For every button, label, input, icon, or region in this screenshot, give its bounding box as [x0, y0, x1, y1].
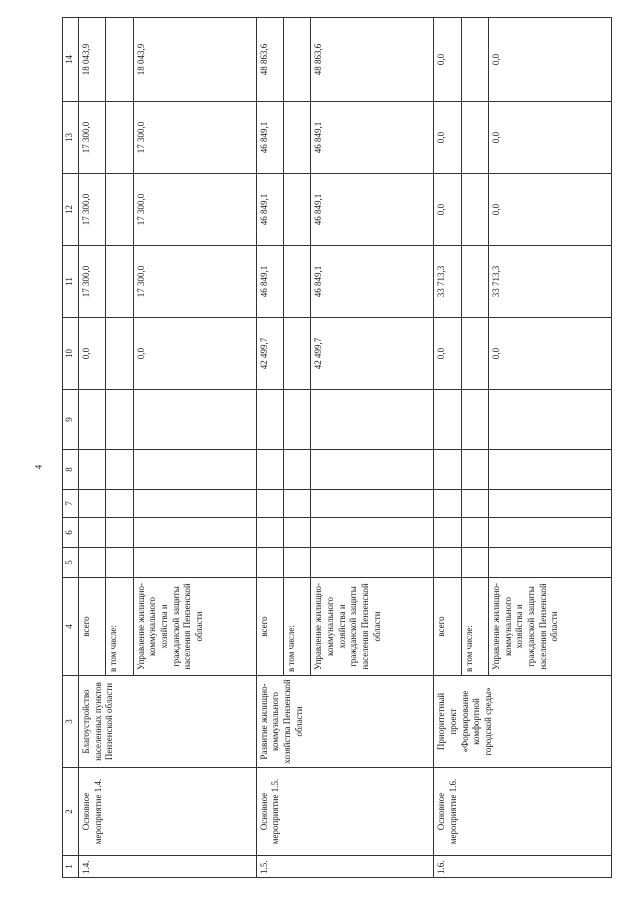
value-cell-col11: 17 300,0	[79, 246, 106, 318]
value-cell-col11: 46 849,1	[311, 246, 434, 318]
column-header-8: 8	[63, 450, 79, 490]
value-cell-col14	[461, 18, 488, 102]
value-cell-col10: 42 499,7	[311, 318, 434, 390]
value-cell-col8	[283, 450, 310, 490]
value-cell-col7	[133, 490, 256, 518]
value-cell-col13: 46 849,1	[311, 102, 434, 174]
value-cell-col11: 46 849,1	[256, 246, 283, 318]
header-row	[63, 18, 79, 878]
value-cell-col14: 48 863,6	[311, 18, 434, 102]
value-cell-col14	[106, 18, 133, 102]
measure-description: Благоустройство населенных пунктов Пензенской области	[79, 676, 257, 768]
value-cell-col11: 33 713,3	[488, 246, 611, 318]
value-cell-col6	[461, 518, 488, 548]
value-cell-col5	[283, 548, 310, 578]
value-cell-col6	[133, 518, 256, 548]
value-cell-col10: 42 499,7	[256, 318, 283, 390]
value-cell-col9	[79, 390, 106, 450]
value-cell-col13: 46 849,1	[256, 102, 283, 174]
value-cell-col14: 18 043,9	[133, 18, 256, 102]
value-cell-col8	[434, 450, 461, 490]
value-cell-col7	[256, 490, 283, 518]
value-cell-col5	[311, 548, 434, 578]
value-cell-col9	[461, 390, 488, 450]
funding-source: в том числе:	[106, 578, 133, 676]
value-cell-col10	[106, 318, 133, 390]
value-cell-col6	[79, 518, 106, 548]
row-number: 1.4.	[79, 856, 257, 878]
value-cell-col13	[461, 102, 488, 174]
row-number: 1.6.	[434, 856, 612, 878]
value-cell-col10: 0,0	[488, 318, 611, 390]
value-cell-col12: 0,0	[434, 174, 461, 246]
funding-source: Управление жилищно-коммунального хозяйства и гражданской защиты населения Пензенской области	[133, 578, 256, 676]
value-cell-col7	[106, 490, 133, 518]
value-cell-col6	[256, 518, 283, 548]
value-cell-col5	[79, 548, 106, 578]
funding-source: всего	[256, 578, 283, 676]
measure-description: Приоритетный проект «Формирование комфортной городской среды»	[434, 676, 612, 768]
value-cell-col9	[133, 390, 256, 450]
value-cell-col12: 0,0	[488, 174, 611, 246]
value-cell-col12	[461, 174, 488, 246]
value-cell-col6	[434, 518, 461, 548]
column-header-3: 3	[63, 676, 79, 768]
value-cell-col12: 17 300,0	[133, 174, 256, 246]
value-cell-col7	[79, 490, 106, 518]
value-cell-col13: 17 300,0	[79, 102, 106, 174]
column-header-7: 7	[63, 490, 79, 518]
value-cell-col9	[488, 390, 611, 450]
value-cell-col10: 0,0	[133, 318, 256, 390]
value-cell-col5	[256, 548, 283, 578]
value-cell-col6	[488, 518, 611, 548]
column-header-2: 2	[63, 768, 79, 856]
value-cell-col10	[283, 318, 310, 390]
value-cell-col5	[488, 548, 611, 578]
rotated-table-wrapper	[62, 18, 612, 878]
value-cell-col9	[434, 390, 461, 450]
value-cell-col8	[79, 450, 106, 490]
column-header-11: 11	[63, 246, 79, 318]
value-cell-col8	[106, 450, 133, 490]
column-header-9: 9	[63, 390, 79, 450]
value-cell-col9	[106, 390, 133, 450]
value-cell-col9	[283, 390, 310, 450]
value-cell-col13	[283, 102, 310, 174]
value-cell-col12	[106, 174, 133, 246]
table-row	[434, 18, 461, 878]
value-cell-col9	[256, 390, 283, 450]
value-cell-col12: 46 849,1	[311, 174, 434, 246]
column-header-5: 5	[63, 548, 79, 578]
column-header-12: 12	[63, 174, 79, 246]
value-cell-col8	[256, 450, 283, 490]
value-cell-col14: 18 043,9	[79, 18, 106, 102]
value-cell-col13	[106, 102, 133, 174]
value-cell-col14: 0,0	[434, 18, 461, 102]
page-number: 4	[33, 464, 44, 470]
row-number: 1.5.	[256, 856, 434, 878]
value-cell-col7	[488, 490, 611, 518]
funding-source: в том числе:	[461, 578, 488, 676]
value-cell-col11	[283, 246, 310, 318]
funding-source: Управление жилищно-коммунального хозяйства и гражданской защиты населения Пензенской области	[311, 578, 434, 676]
measure-description: Развитие жилищно-коммунального хозяйства Пензенской области	[256, 676, 434, 768]
value-cell-col5	[461, 548, 488, 578]
funding-source: Управление жилищно-коммунального хозяйства и гражданской защиты населения Пензенской области	[488, 578, 611, 676]
budget-table	[62, 17, 612, 878]
value-cell-col7	[434, 490, 461, 518]
value-cell-col11: 17 300,0	[133, 246, 256, 318]
value-cell-col5	[434, 548, 461, 578]
table-row	[79, 18, 106, 878]
value-cell-col12	[283, 174, 310, 246]
measure-name: Основное мероприятие 1.5.	[256, 768, 434, 856]
funding-source: в том числе:	[283, 578, 310, 676]
value-cell-col14: 48 863,6	[256, 18, 283, 102]
value-cell-col5	[106, 548, 133, 578]
column-header-1: 1	[63, 856, 79, 878]
value-cell-col7	[461, 490, 488, 518]
value-cell-col13: 17 300,0	[133, 102, 256, 174]
value-cell-col10: 0,0	[434, 318, 461, 390]
value-cell-col10: 0,0	[79, 318, 106, 390]
value-cell-col12: 46 849,1	[256, 174, 283, 246]
funding-source: всего	[79, 578, 106, 676]
value-cell-col11	[461, 246, 488, 318]
column-header-4: 4	[63, 578, 79, 676]
value-cell-col7	[283, 490, 310, 518]
value-cell-col6	[311, 518, 434, 548]
table-row	[256, 18, 283, 878]
measure-name: Основное мероприятие 1.6.	[434, 768, 612, 856]
value-cell-col6	[283, 518, 310, 548]
column-header-14: 14	[63, 18, 79, 102]
value-cell-col8	[133, 450, 256, 490]
value-cell-col8	[488, 450, 611, 490]
value-cell-col14	[283, 18, 310, 102]
column-header-13: 13	[63, 102, 79, 174]
column-header-10: 10	[63, 318, 79, 390]
value-cell-col9	[311, 390, 434, 450]
value-cell-col10	[461, 318, 488, 390]
column-header-6: 6	[63, 518, 79, 548]
value-cell-col5	[133, 548, 256, 578]
funding-source: всего	[434, 578, 461, 676]
value-cell-col13: 0,0	[434, 102, 461, 174]
value-cell-col12: 17 300,0	[79, 174, 106, 246]
value-cell-col8	[461, 450, 488, 490]
value-cell-col13: 0,0	[488, 102, 611, 174]
value-cell-col8	[311, 450, 434, 490]
measure-name: Основное мероприятие 1.4.	[79, 768, 257, 856]
value-cell-col7	[311, 490, 434, 518]
value-cell-col14: 0,0	[488, 18, 611, 102]
value-cell-col11: 33 713,3	[434, 246, 461, 318]
value-cell-col6	[106, 518, 133, 548]
value-cell-col11	[106, 246, 133, 318]
